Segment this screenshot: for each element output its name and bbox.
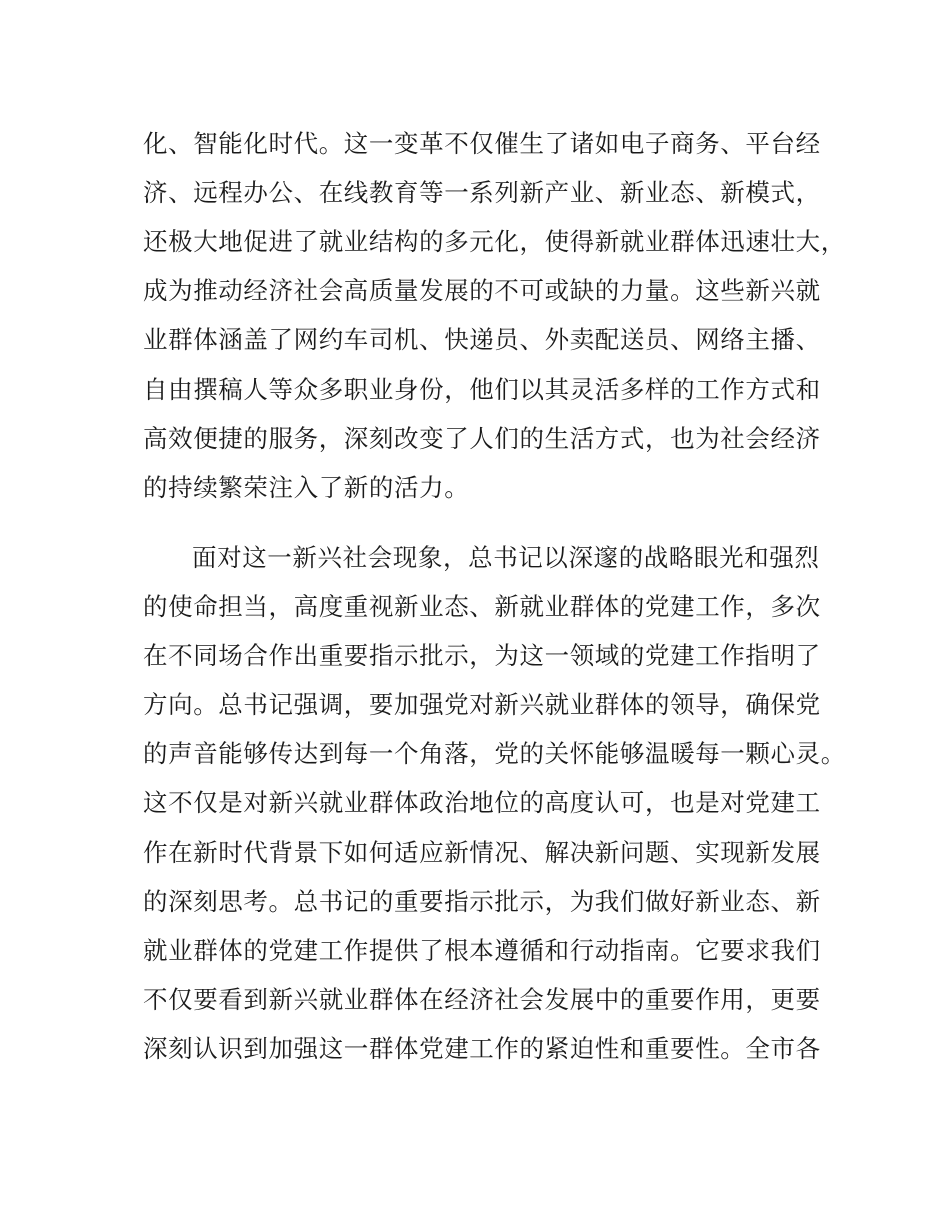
text-line: 在不同场合作出重要指示批示，为这一领域的党建工作指明了 [143, 641, 821, 670]
text-line: 成为推动经济社会高质量发展的不可或缺的力量。这些新兴就 [143, 276, 821, 305]
text-line: 的持续繁荣注入了新的活力。 [143, 473, 470, 502]
text-line: 高效便捷的服务，深刻改变了人们的生活方式，也为社会经济 [143, 424, 821, 453]
text-line: 的声音能够传达到每一个角落，党的关怀能够温暖每一颗心灵。 [143, 739, 846, 768]
text-line: 不仅要看到新兴就业群体在经济社会发展中的重要作用，更要 [143, 985, 821, 1014]
text-line: 的使命担当，高度重视新业态、新就业群体的党建工作，多次 [143, 592, 821, 621]
text-line: 面对这一新兴社会现象，总书记以深邃的战略眼光和强烈 [192, 543, 820, 572]
text-line: 业群体涵盖了网约车司机、快递员、外卖配送员、网络主播、 [143, 325, 821, 354]
text-line: 济、远程办公、在线教育等一系列新产业、新业态、新模式， [143, 178, 821, 207]
text-line: 自由撰稿人等众多职业身份，他们以其灵活多样的工作方式和 [143, 375, 821, 404]
text-line: 的深刻思考。总书记的重要指示批示，为我们做好新业态、新 [143, 887, 821, 916]
text-line: 还极大地促进了就业结构的多元化，使得新就业群体迅速壮大， [143, 227, 846, 256]
text-line: 就业群体的党建工作提供了根本遵循和行动指南。它要求我们 [143, 936, 821, 965]
text-line: 深刻认识到加强这一群体党建工作的紧迫性和重要性。全市各 [143, 1034, 821, 1063]
text-line: 作在新时代背景下如何适应新情况、解决新问题、实现新发展 [143, 838, 821, 867]
text-line: 化、智能化时代。这一变革不仅催生了诸如电子商务、平台经 [143, 129, 821, 158]
text-line: 这不仅是对新兴就业群体政治地位的高度认可，也是对党建工 [143, 788, 821, 817]
text-line: 方向。总书记强调，要加强党对新兴就业群体的领导，确保党 [143, 690, 821, 719]
